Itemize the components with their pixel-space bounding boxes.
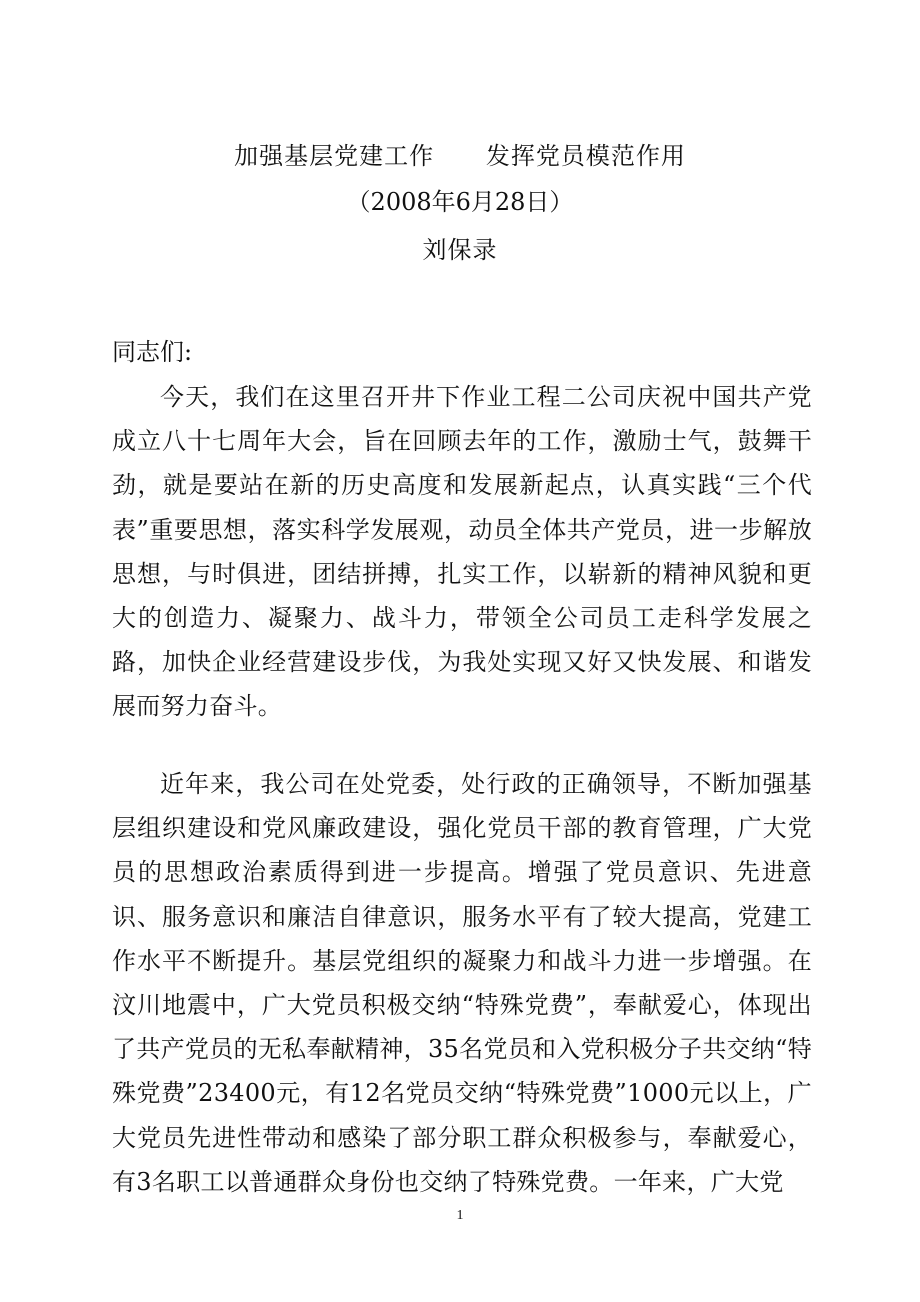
paragraph-1: 今天，我们在这里召开井下作业工程二公司庆祝中国共产党成立八十七周年大会，旨在回顾去年的工作，激励士气，鼓舞干劲，就是要站在新的历史高度和发展新起点，认真实践“三个代表”重要思想，落实科学发展观，动员全体共产党员，进一步解放思想，与时俱进，团结拼搏，扎实工作，以崭新的精神风貌和更大的创造力、凝聚力、战斗力，带领全公司员工走科学发展之路，加快企业经营建设步伐，为我处实现又好又快发展、和谐发展而努力奋斗。 bbox=[112, 383, 812, 721]
salutation: 同志们: bbox=[112, 338, 193, 366]
paragraph-2: 近年来，我公司在处党委，处行政的正确领导，不断加强基层组织建设和党风廉政建设，强化党员干部的教育管理，广大党员的思想政治素质得到进一步提高。增强了党员意识、先进意识、服务意识和廉洁自律意识，服务水平有了较大提高，党建工作水平不断提升。基层党组织的凝聚力和战斗力进一步增强。在汶川地震中，广大党员积极交纳“特殊党费”，奉献爱心，体现出了共产党员的无私奉献精神，35名党员和入党积极分子共交纳“特殊党费”23400元，有12名党员交纳“特殊党费”1000元以上，广大党员先进性带动和感染了部分职工群众积极参与，奉献爱心，有3名职工以普通群众身份也交纳了特殊党费。一年来，广大党 bbox=[112, 770, 812, 1196]
page-number: 1 bbox=[456, 1208, 464, 1223]
document-author: 刘保录 bbox=[422, 236, 498, 264]
document-title: 加强基层党建工作 发挥党员模范作用 bbox=[234, 142, 686, 170]
document-date: （2008年6月28日） bbox=[346, 188, 574, 216]
